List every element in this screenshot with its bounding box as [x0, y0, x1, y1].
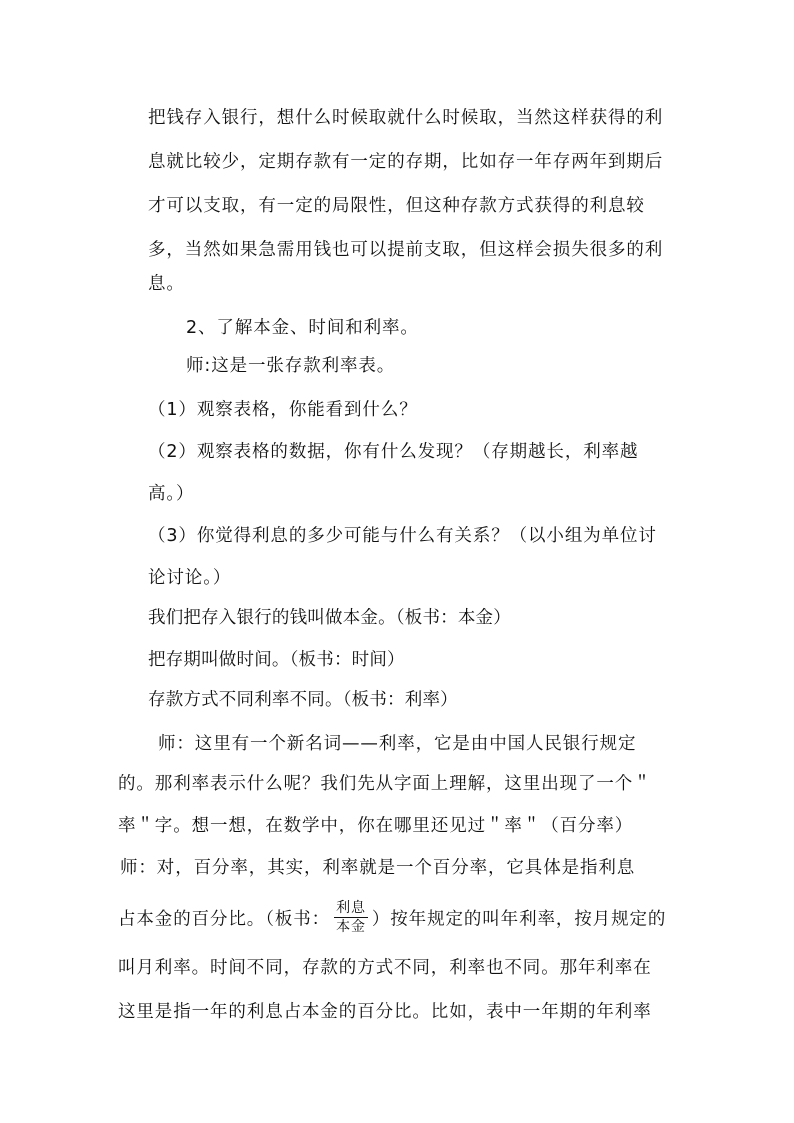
fraction-denominator: 本金	[336, 919, 366, 935]
fraction-numerator: 利息	[336, 900, 366, 916]
paragraph-line-2: 息就比较少，定期存款有一定的存期，比如存一年存两年到期后	[148, 152, 664, 172]
paragraph-rate-1: 师：这里有一个新名词——利率，它是由中国人民银行规定	[158, 734, 637, 754]
formula-prefix: 占本金的百分比。（板书：	[118, 909, 331, 930]
question-3: （3）你觉得利息的多少可能与什么有关系？（以小组为单位讨	[148, 526, 657, 546]
paragraph-rate-2: 的。那利率表示什么呢？我们先从字面上理解，这里出现了一个＂	[118, 774, 652, 794]
paragraph-rate-6: 这里是指一年的利息占本金的百分比。比如，表中一年期的年利率	[118, 1002, 652, 1022]
teacher-line: 师:这是一张存款利率表。	[186, 356, 396, 376]
time-line: 把存期叫做时间。（板书：时间）	[148, 650, 405, 670]
paragraph-line-1: 把钱存入银行，想什么时候取就什么时候取，当然这样获得的利	[148, 108, 664, 128]
principal-line: 我们把存入银行的钱叫做本金。（板书：本金）	[148, 608, 511, 628]
paragraph-rate-3: 率＂字。想一想，在数学中，你在哪里还见过＂率＂（百分率）	[118, 816, 634, 836]
section-heading: 2、了解本金、时间和利率。	[186, 318, 419, 338]
rate-line: 存款方式不同利率不同。（板书：利率）	[148, 690, 458, 710]
formula-line	[118, 901, 666, 938]
paragraph-rate-5: 叫月利率。时间不同，存款的方式不同，利率也不同。那年利率在	[118, 958, 652, 978]
paragraph-rate-4: 师：对，百分率，其实，利率就是一个百分率，它具体是指利息	[120, 858, 636, 878]
paragraph-line-3: 才可以支取，有一定的局限性，但这种存款方式获得的利息较	[148, 196, 645, 216]
question-3-cont: 论讨论。）	[148, 568, 232, 588]
question-2-cont: 高。）	[148, 484, 195, 504]
paragraph-line-4: 多，当然如果急需用钱也可以提前支取，但这样会损失很多的利	[148, 240, 664, 260]
question-1: （1）观察表格，你能看到什么？	[148, 400, 418, 420]
paragraph-line-5: 息。	[148, 274, 185, 294]
fraction	[334, 899, 368, 936]
question-2: （2）观察表格的数据，你有什么发现？（存期越长，利率越	[148, 442, 639, 462]
formula-suffix: ）按年规定的叫年利率，按月规定的	[371, 909, 667, 930]
